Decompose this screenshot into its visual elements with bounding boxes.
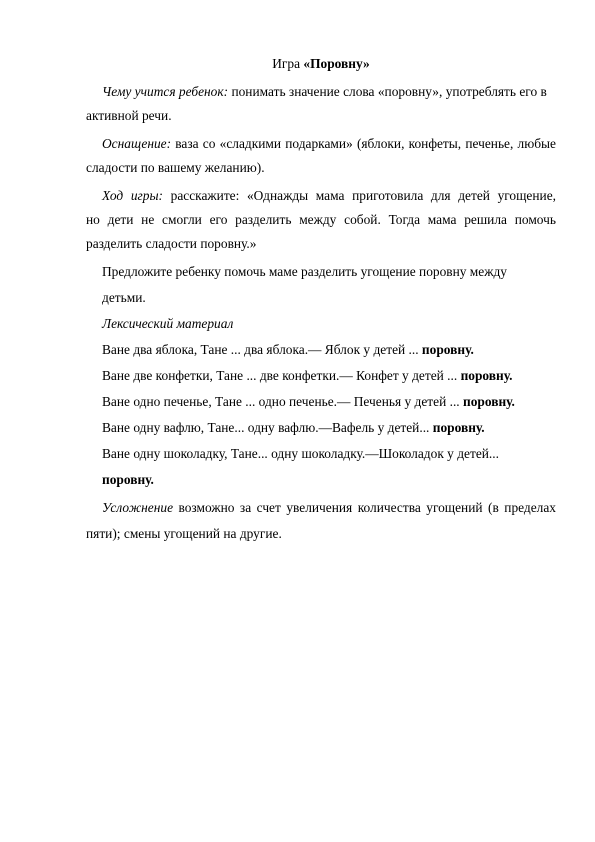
title-game-name: «Поровну» — [303, 56, 370, 71]
equipment-label: Оснащение: — [102, 136, 172, 151]
para-complication-line1 — [102, 500, 556, 516]
title-prefix: Игра — [272, 56, 304, 71]
para-gameplay-line1 — [102, 188, 556, 204]
para-learning-line2: активной речи. — [86, 108, 172, 123]
lexical-line: Ване одну шоколадку, Тане... одну шоколадку.—Шоколадок у детей... — [102, 446, 499, 461]
lexical-line: Ване одну вафлю, Тане... одну вафлю.—Вафель у детей... поровну. — [102, 420, 485, 435]
complication-text: возможно за счет увеличения количества угощений (в пределах — [173, 500, 556, 515]
para-equipment-line1 — [102, 136, 556, 152]
page-title — [86, 56, 556, 72]
para-gameplay-line3: разделить сладости поровну.» — [86, 236, 257, 251]
gameplay-text: расскажите: «Однажды мама приготовила для детей угощение, — [163, 188, 557, 203]
lexical-line: Ване две конфетки, Тане ... две конфетки.— Конфет у детей ... поровну. — [102, 368, 513, 383]
learning-text: понимать значение слова «поровну», употреблять его в — [228, 84, 547, 99]
complication-label: Усложнение — [102, 500, 174, 515]
lexical-line-continuation: поровну. — [102, 472, 154, 487]
learning-label: Чему учится ребенок: — [102, 84, 229, 99]
lexical-line: Ване два яблока, Тане ... два яблока.— Яблок у детей ... поровну. — [102, 342, 474, 357]
lexical-heading: Лексический материал — [102, 316, 234, 331]
gameplay-label: Ход игры: — [102, 188, 163, 203]
para-suggest-line2: детьми. — [102, 290, 146, 305]
equipment-text: ваза со «сладкими подарками» (яблоки, конфеты, печенье, любые — [171, 136, 556, 151]
para-complication-line2: пяти); смены угощений на другие. — [86, 526, 282, 541]
para-suggest-line1: Предложите ребенку помочь маме разделить угощение поровну между — [102, 264, 507, 279]
para-gameplay-line2: но дети не смогли его разделить между собой. Тогда мама решила помочь — [86, 212, 556, 227]
lexical-line: Ване одно печенье, Тане ... одно печенье.— Печенья у детей ... поровну. — [102, 394, 515, 409]
para-learning-line1 — [102, 84, 556, 100]
para-equipment-line2: сладости по вашему желанию). — [86, 160, 265, 175]
